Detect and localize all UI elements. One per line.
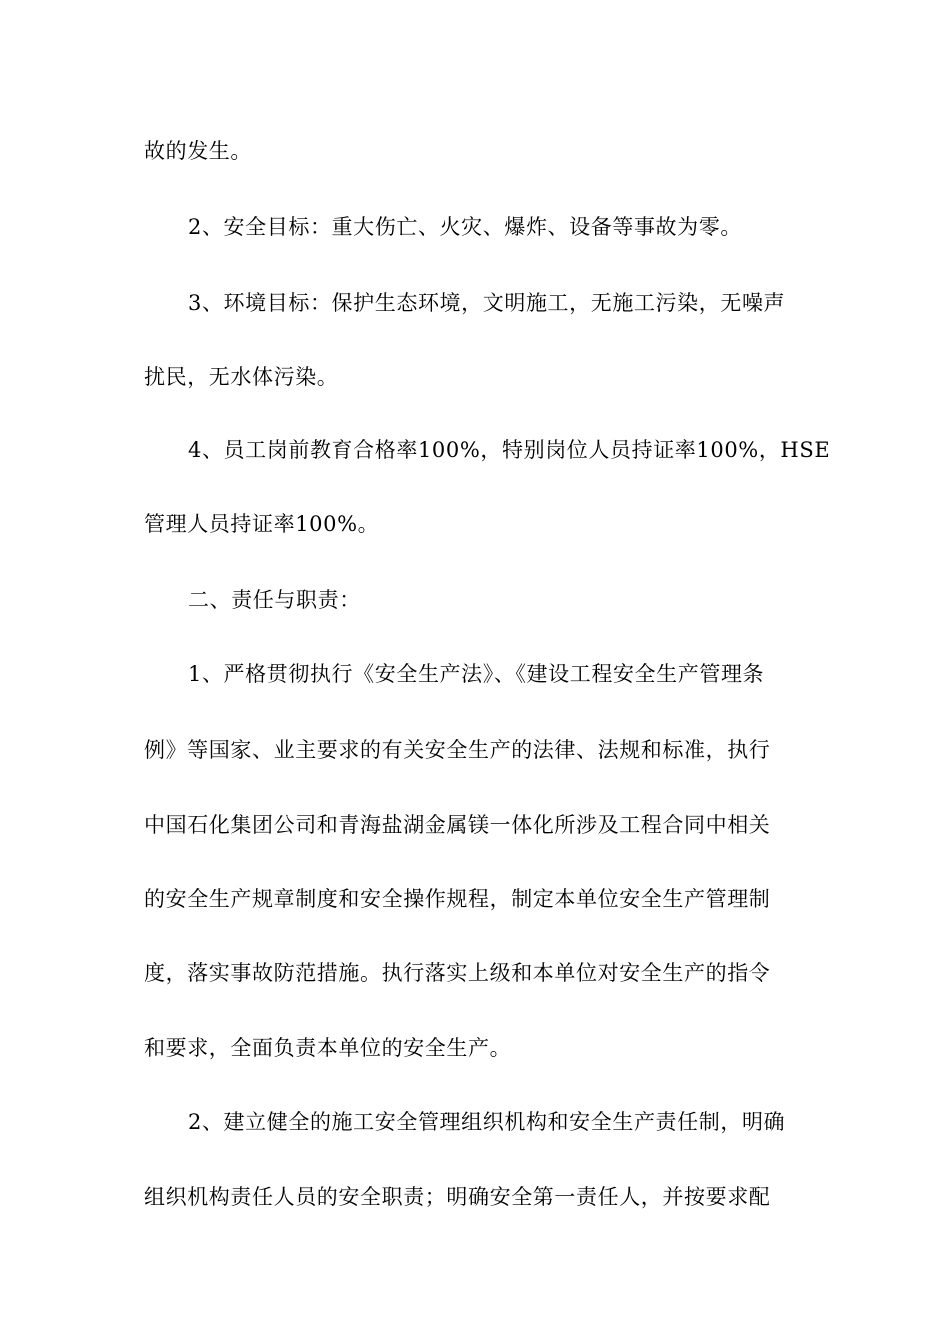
paragraph-line: 扰民，无水体污染。: [144, 365, 339, 389]
paragraph-line: 2、建立健全的施工安全管理组织机构和安全生产责任制，明确: [188, 1110, 786, 1134]
paragraph-line: 2、安全目标：重大伤亡、火灾、爆炸、设备等事故为零。: [188, 215, 742, 239]
paragraph-line: 3、环境目标：保护生态环境，文明施工，无施工污染，无噪声: [188, 291, 786, 315]
paragraph-line: 组织机构责任人员的安全职责；明确安全第一责任人，并按要求配: [144, 1185, 771, 1209]
section-heading: 二、责任与职责：: [188, 588, 361, 612]
paragraph-line: 度，落实事故防范措施。执行落实上级和本单位对安全生产的指令: [144, 961, 771, 985]
paragraph-line: 的安全生产规章制度和安全操作规程，制定本单位安全生产管理制: [144, 887, 771, 911]
paragraph-line: 中国石化集团公司和青海盐湖金属镁一体化所涉及工程合同中相关: [144, 813, 771, 837]
paragraph-line: 4、员工岗前教育合格率100%，特别岗位人员持证率100%，HSE: [188, 438, 831, 462]
paragraph-line: 和要求，全面负责本单位的安全生产。: [144, 1036, 512, 1060]
paragraph-line: 1、严格贯彻执行《安全生产法》、《建设工程安全生产管理条: [188, 662, 765, 686]
paragraph-line: 故的发生。: [144, 139, 252, 163]
paragraph-line: 管理人员持证率100%。: [144, 512, 380, 536]
paragraph-line: 例》等国家、业主要求的有关安全生产的法律、法规和标准，执行: [144, 738, 771, 762]
